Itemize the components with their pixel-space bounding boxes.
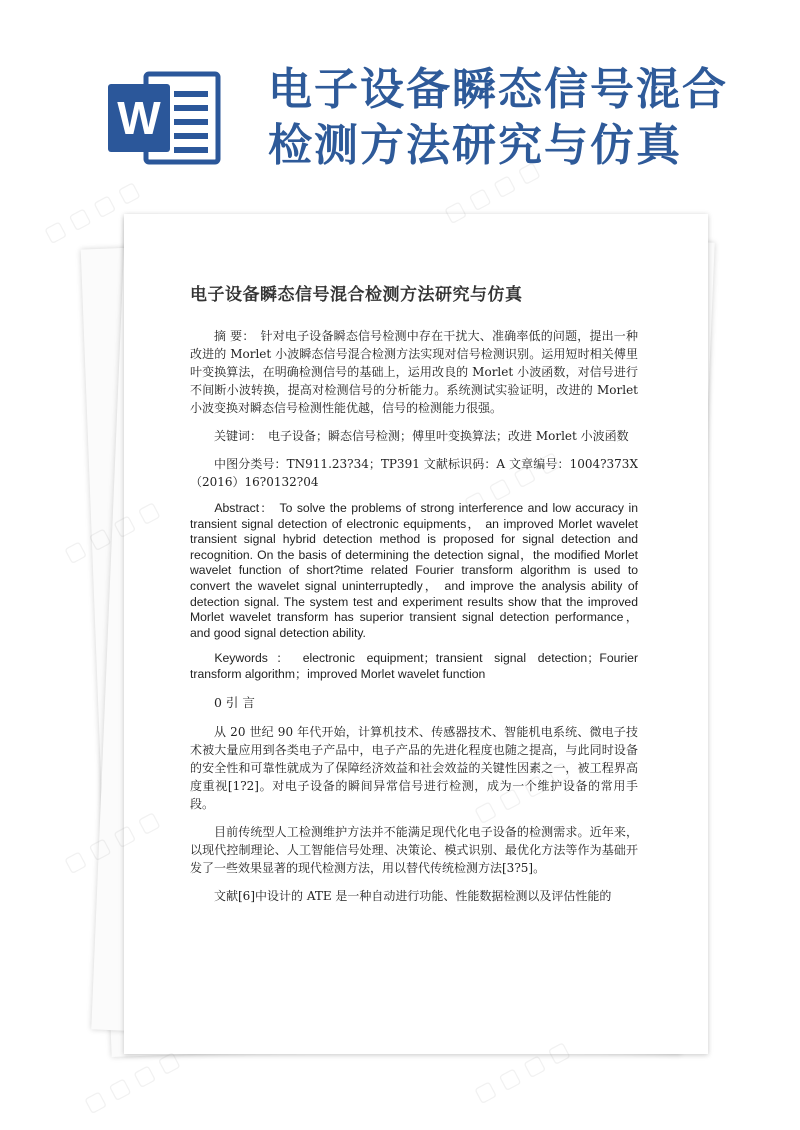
watermark-mark: ▢ ▢ ▢ ▢ — [80, 1047, 184, 1118]
word-icon-letter: W — [117, 92, 161, 144]
classification-info: 中图分类号：TN911.23?34；TP391 文献标识码：A 文章编号：1004?373X（2016）16?0132?04 — [190, 457, 638, 489]
page-content — [190, 280, 638, 915]
document-title-line2: 检测方法研究与仿真 — [268, 120, 682, 171]
word-document-icon — [106, 70, 222, 166]
watermark-mark: ▢ ▢ ▢ ▢ — [440, 157, 544, 228]
header — [0, 0, 800, 200]
keywords-cn — [190, 427, 638, 445]
watermark-mark: ▢ — [60, 536, 91, 568]
body-paragraph: 目前传统型人工检测维护方法并不能满足现代化电子设备的检测需求。近年来，以现代控制理论、人工智能信号处理、决策论、模式识别、最优化方法等作为基础开发了一些效果显著的现代检测方法，用以替代传统检测方法[3?5]。 — [190, 824, 638, 875]
abstract-text: 针对电子设备瞬态信号检测中存在干扰大、准确率低的问题，提出一种改进的 Morlet 小波瞬态信号混合检测方法实现对信号检测识别。运用短时相关傅里叶变换算法，在明确检测信号的基础上，运用改良的 Morlet 小波函数，对信号进行不间断小波转换，提高对检测信号的分析能力。系统测试实验证明，改进的 Morlet 小波变换对瞬态信号检测性能优越，信号的检测能力很强。 — [190, 329, 638, 415]
abstract-en — [190, 501, 638, 641]
document-title — [268, 62, 768, 174]
abstract-cn — [190, 327, 638, 417]
keywords-text: 电子设备；瞬态信号检测；傅里叶变换算法；改进 Morlet 小波函数 — [268, 429, 629, 443]
watermark-mark: ▢ — [60, 846, 91, 878]
keywords-label: 关键词： — [214, 429, 263, 443]
paper-title: 电子设备瞬态信号混合检测方法研究与仿真 — [190, 285, 523, 305]
document-page — [124, 214, 708, 1054]
keywords-en-text: electronic equipment；transient signal detection；Fourier transform algorithm；improved Morlet wavelet function — [190, 651, 638, 681]
body-paragraph: 从 20 世纪 90 年代开始，计算机技术、传感器技术、智能机电系统、微电子技术被大量应用到各类电子产品中，电子产品的先进化程度也随之提高，与此同时设备的安全性和可靠性就成为了保障经济效益和社会效益的关键性因素之一，被工程界高度重视[1?2]。对电子设备的瞬间异常信号进行检测，成为一个维护设备的常用手段。 — [190, 724, 638, 811]
document-title-line1: 电子设备瞬态信号混合 — [268, 64, 728, 115]
body-paragraph: 文献[6]中设计的 ATE 是一种自动进行功能、性能数据检测以及评估性能的 — [214, 888, 612, 903]
abstract-en-label: Abstract： — [214, 501, 274, 515]
abstract-en-text: To solve the problems of strong interference and low accuracy in transient signal detection of electronic equipments， an improved Morlet wavelet transient signal hybrid detection method is proposed for signal detection and recognition. On the basis of determining the detection signal，the modified Morlet wavelet function of short?time related Fourier transform algorithm is used to convert the wavelet signal uninterruptedly， and improve the analysis ability of detection signal. The system test and experiment results show that the improved Morlet wavelet transform has superior transient signal detection performance， and good signal detection ability. — [190, 501, 638, 640]
abstract-label: 摘 要： — [214, 329, 255, 343]
watermark-mark: ▢ ▢ ▢ ▢ — [40, 177, 144, 248]
watermark-mark: ▢ ▢ ▢ ▢ — [470, 1037, 574, 1108]
keywords-en — [190, 651, 638, 682]
keywords-en-label: Keywords： — [214, 651, 297, 666]
section-heading-intro: 0 引 言 — [214, 694, 255, 710]
